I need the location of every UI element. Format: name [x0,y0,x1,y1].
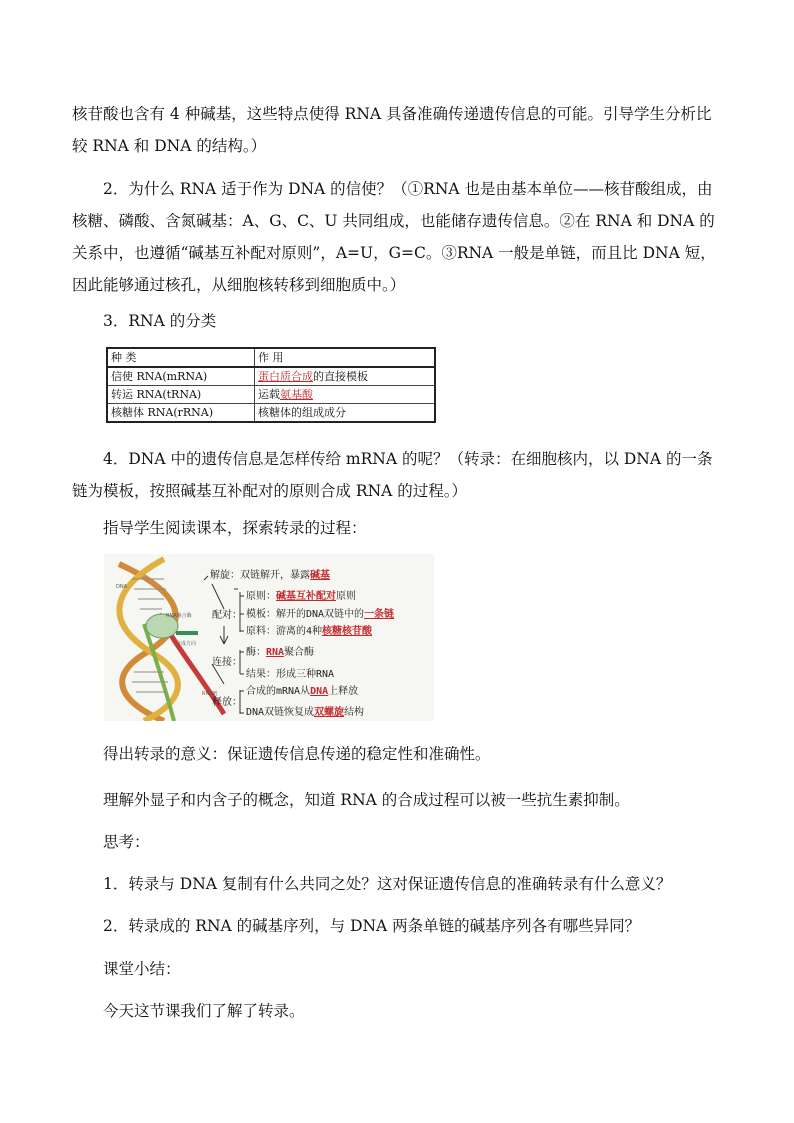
paragraph-guide-reading: 指导学生阅读课本，探索转录的过程： [103,519,367,537]
pairing-template [246,609,394,621]
paragraph-intro-continued: 核苷酸也含有 4 种碱基，这些特点使得 RNA 具备准确传递遗传信息的可能。引导学生分析比较 RNA 和 DNA 的结构。） [72,105,712,155]
table-cell-function [255,367,436,386]
paragraph-exon-intron: 理解外显子和内含子的概念，知道 RNA 的合成过程可以被一些抗生素抑制。 [103,791,630,809]
label-text: 上释放 [328,686,359,697]
highlight-text: 碱基互补配对 [276,591,336,602]
rna-polymerase-label: RNA聚合酶 [166,613,192,619]
label-text: 原则： [246,591,276,602]
highlight-text: 双螺旋 [314,707,345,718]
release-double-helix [246,707,364,719]
table-header-row [107,348,435,367]
highlight-text: RNA [266,647,285,658]
step-name: 释放 [212,697,232,708]
table-header-type: 种 类 [107,348,255,367]
paragraph-rna-classification: 3．RNA 的分类 [103,312,217,330]
rna-strand-label: RNA链 [202,691,218,697]
step-unwinding: 解旋：双链解开，暴露碱基 [210,570,330,581]
label-text: 原料：游离的4种 [246,626,323,637]
label-text: 原则 [336,591,356,602]
table-cell-function [255,386,436,404]
table-cell-type: 转运 RNA(tRNA) [107,386,255,404]
step-release: 释放： [212,697,242,708]
table-row [107,367,435,386]
table-cell-type: 信使 RNA(mRNA) [107,367,255,386]
pairing-principle [246,591,356,603]
linking-result: 结果：形成三种RNA [246,669,335,680]
step-name: 连接 [212,657,232,668]
pairing-material [246,626,372,638]
table-row [107,404,435,423]
dna-label: DNA [116,584,128,590]
highlight-text: 碱基 [310,570,330,581]
paragraph-question-2: 2．为什么 RNA 适于作为 DNA 的信使？（①RNA 也是由基本单位——核苷酸组成，由核糖、磷酸、含氮碱基：A、G、C、U 共同组成，也能储存遗传信息。②在 RNA 和 DNA 的关系中，也遵循“碱基互补配对原则”，A=U，G=C。③RNA 一般是单链，而且比 DNA 短，因此能够通过核孔，从细胞核转移到细胞质中。） [72,180,716,294]
step-detail: 双链解开，暴露 [240,570,310,581]
paragraph-question-4: 4．DNA 中的遗传信息是怎样传给 mRNA 的呢？（转录：在细胞核内，以 DNA 的一条链为模板，按照碱基互补配对的原则合成 RNA 的过程。） [72,450,713,500]
label-text: 合成的mRNA从 [246,686,311,697]
label-text: 模板：解开的DNA双链中的 [246,609,365,620]
rna-classification-table [106,347,436,423]
step-pairing: 配对： [212,610,242,621]
release-mrna [246,686,358,698]
synthesis-direction-label: 合成方向 [176,641,197,647]
label-text: 结构 [344,707,365,718]
step-name: 解旋 [210,570,230,581]
highlight-text: 一条链 [364,609,395,620]
cell-text: 运载 [258,387,280,401]
step-linking: 连接： [212,657,242,668]
table-row [107,386,435,404]
label-text: DNA双链恢复成 [246,707,315,718]
paragraph-think-q1: 1．转录与 DNA 复制有什么共同之处？这对保证遗传信息的准确转录有什么意义？ [103,875,672,893]
paragraph-summary-heading: 课堂小结： [103,960,181,978]
table-cell-type: 核糖体 RNA(rRNA) [107,404,255,423]
transcription-process-figure [104,554,434,721]
table-cell-function: 核糖体的组成成分 [255,404,436,423]
table-header-function: 作 用 [255,348,436,367]
step-name: 配对 [212,610,232,621]
paragraph-think-q2: 2．转录成的 RNA 的碱基序列，与 DNA 两条单链的碱基序列各有哪些异同？ [103,917,641,935]
label-text: 聚合酶 [284,647,315,658]
highlight-text: 氨基酸 [280,387,313,401]
paragraph-significance: 得出转录的意义：保证遗传信息传递的稳定性和准确性。 [103,745,491,763]
paragraph-think: 思考： [103,833,150,851]
highlight-text: 核糖核苷酸 [322,626,373,637]
highlight-text: DNA [310,686,329,697]
highlight-text: 蛋白质合成 [258,369,313,383]
linking-enzyme: 酶：RNA聚合酶 [246,647,315,658]
paragraph-summary: 今天这节课我们了解了转录。 [103,1002,305,1020]
cell-text: 的直接模板 [313,369,368,383]
